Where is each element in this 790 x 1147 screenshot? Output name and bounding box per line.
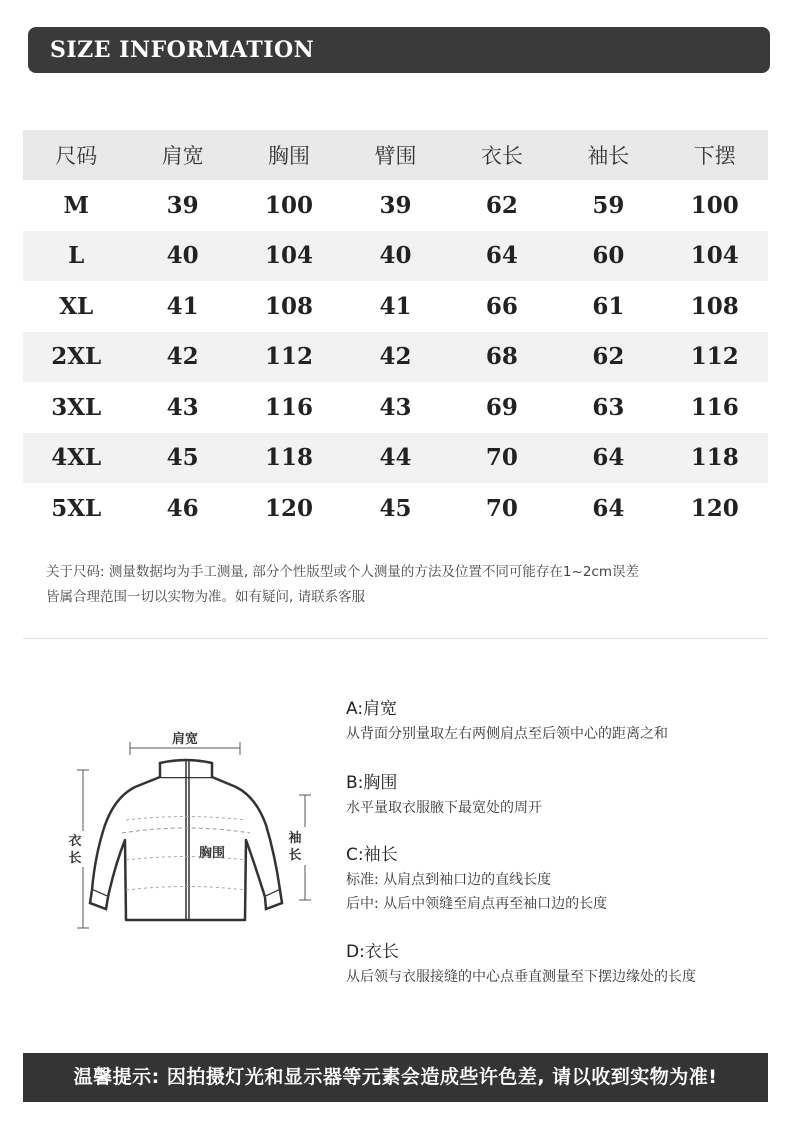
table-cell: 100: [690, 191, 739, 219]
table-cell: 112: [690, 343, 739, 371]
measure-desc: 水平量取衣服腋下最宽处的周开: [346, 800, 542, 816]
table-cell: 60: [592, 242, 625, 270]
table-cell: 100: [265, 191, 314, 219]
table-cell: 120: [690, 494, 739, 522]
header-arm: 臂围: [374, 144, 417, 168]
table-cell: 40: [379, 242, 412, 270]
color-disclaimer-banner: 温馨提示: 因拍摄灯光和显示器等元素会造成些许色差, 请以收到实物为准!: [23, 1053, 768, 1102]
sleeve-label-1: 袖: [288, 831, 302, 846]
table-cell: 64: [592, 494, 625, 522]
length-label-1: 衣: [68, 834, 82, 849]
table-cell: 68: [485, 343, 518, 371]
table-cell: 118: [690, 444, 739, 472]
table-cell: 5XL: [51, 494, 102, 522]
measure-desc: 标准: 从肩点到袖口边的直线长度: [346, 872, 552, 888]
table-cell: 45: [379, 494, 412, 522]
table-cell: 39: [379, 191, 412, 219]
size-note: [46, 560, 776, 610]
table-row: [23, 180, 768, 231]
measure-shoulder: [346, 696, 776, 746]
measure-title: A:肩宽: [346, 699, 398, 719]
shoulder-label: 肩宽: [171, 732, 199, 747]
header-sleeve: 袖长: [587, 144, 630, 168]
header-shoulder: 肩宽: [161, 144, 204, 168]
table-cell: 4XL: [51, 444, 102, 472]
table-cell: 104: [690, 242, 739, 270]
table-header-row: [23, 130, 768, 180]
table-row: [23, 483, 768, 534]
length-label-2: 长: [68, 851, 82, 866]
table-row: [23, 231, 768, 282]
table-cell: 42: [166, 343, 199, 371]
table-cell: 45: [166, 444, 199, 472]
table-cell: 116: [690, 393, 739, 421]
table-cell: 41: [166, 292, 199, 320]
table-cell: 104: [265, 242, 314, 270]
header-chest: 胸围: [268, 144, 311, 168]
table-cell: 108: [265, 292, 314, 320]
measure-title: B:胸围: [346, 773, 398, 793]
measure-chest: [346, 770, 776, 820]
table-cell: M: [63, 191, 89, 219]
size-table: [23, 130, 768, 534]
table-cell: 44: [379, 444, 412, 472]
table-cell: 3XL: [51, 393, 102, 421]
table-cell: 41: [379, 292, 412, 320]
table-cell: 64: [485, 242, 518, 270]
table-cell: 63: [592, 393, 625, 421]
table-row: [23, 332, 768, 383]
table-cell: 40: [166, 242, 199, 270]
table-cell: 69: [485, 393, 518, 421]
table-cell: 70: [485, 444, 518, 472]
table-cell: 62: [592, 343, 625, 371]
header-size: 尺码: [55, 144, 98, 168]
measure-title: D:衣长: [346, 942, 399, 962]
section-banner: SIZE INFORMATION: [28, 27, 770, 73]
jacket-illustration: [60, 715, 325, 940]
sleeve-label-2: 长: [288, 848, 302, 863]
measure-desc: 从后领与衣服接缝的中心点垂直测量至下摆边缘处的长度: [346, 969, 696, 985]
measure-desc: 从背面分别量取左右两侧肩点至后领中心的距离之和: [346, 726, 668, 742]
jacket-measure-diagram: [60, 715, 325, 940]
table-row: [23, 281, 768, 332]
header-length: 衣长: [480, 144, 523, 168]
table-cell: 39: [166, 191, 199, 219]
table-cell: 61: [592, 292, 625, 320]
table-cell: 43: [379, 393, 412, 421]
chest-label: 胸围: [198, 846, 226, 861]
measure-desc: 后中: 从后中领缝至肩点再至袖口边的长度: [346, 896, 608, 912]
table-cell: 46: [166, 494, 199, 522]
table-cell: 66: [485, 292, 518, 320]
table-cell: 118: [265, 444, 314, 472]
table-cell: 2XL: [51, 343, 102, 371]
table-cell: 120: [265, 494, 314, 522]
measure-sleeve: [346, 842, 776, 916]
table-row: [23, 382, 768, 433]
note-line: 皆属合理范围一切以实物为准。如有疑问, 请联系客服: [46, 589, 366, 605]
table-row: [23, 433, 768, 484]
table-cell: 108: [690, 292, 739, 320]
table-cell: 70: [485, 494, 518, 522]
header-hem: 下摆: [693, 144, 736, 168]
table-cell: 59: [592, 191, 625, 219]
table-cell: XL: [59, 292, 94, 320]
note-line: 关于尺码: 测量数据均为手工测量, 部分个性版型或个人测量的方法及位置不同可能存在1~2cm误差: [46, 564, 639, 580]
table-cell: L: [68, 242, 85, 270]
section-divider: [23, 638, 768, 639]
table-cell: 112: [265, 343, 314, 371]
measure-title: C:袖长: [346, 845, 398, 865]
measure-length: [346, 939, 776, 989]
table-cell: 62: [485, 191, 518, 219]
table-cell: 116: [265, 393, 314, 421]
table-cell: 42: [379, 343, 412, 371]
table-cell: 43: [166, 393, 199, 421]
table-cell: 64: [592, 444, 625, 472]
